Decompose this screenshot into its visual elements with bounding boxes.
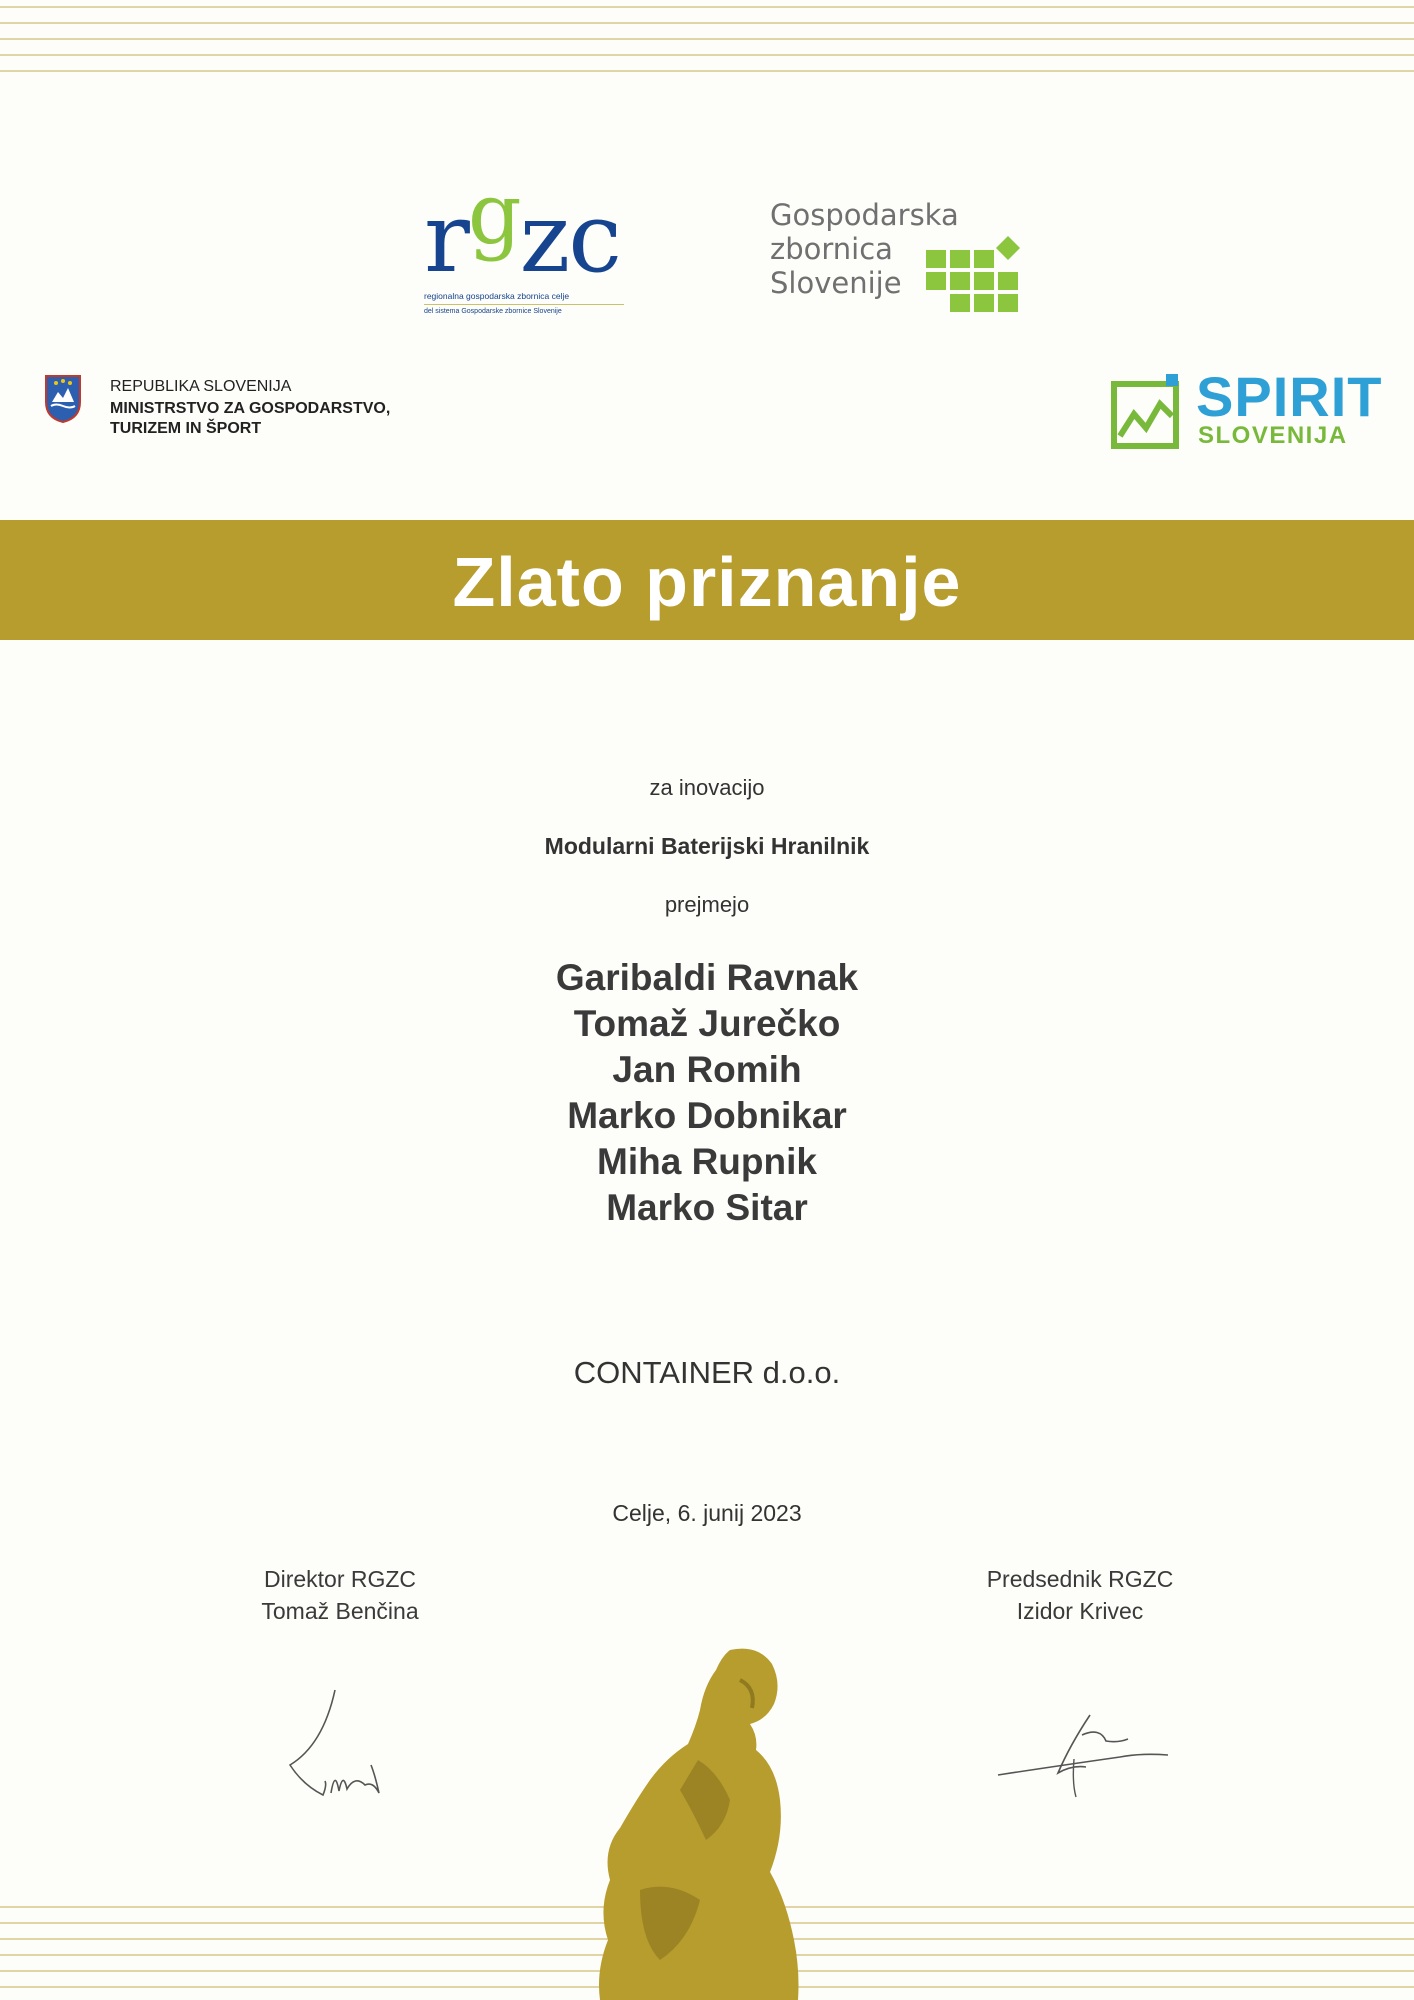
recipients-list (0, 955, 1414, 1231)
recipient-name: Miha Rupnik (597, 1141, 817, 1182)
slovenia-coat-of-arms-icon (44, 374, 82, 424)
signature-left (275, 1685, 415, 1815)
signatory-left (190, 1563, 490, 1627)
signatory-role: Direktor RGZC (263, 1566, 417, 1592)
for-innovation-label: za inovacijo (649, 775, 765, 800)
recipient-name: Tomaž Jurečko (573, 1003, 841, 1044)
company-name: CONTAINER d.o.o. (573, 1355, 841, 1390)
gzs-logo: Gospodarska zbornica Slovenije (770, 198, 1030, 328)
government-logo: REPUBLIKA SLOVENIJA MINISTRSTVO ZA GOSPODARSTVO, TURIZEM IN ŠPORT (42, 372, 402, 442)
invention-name: Modularni Baterijski Hranilnik (544, 833, 870, 859)
title-band (0, 520, 1414, 640)
recipient-name: Marko Dobnikar (567, 1095, 847, 1136)
thinker-statue-image (580, 1640, 840, 2000)
recipient-name: Marko Sitar (606, 1187, 808, 1228)
certificate-title: Zlato priznanje (452, 543, 962, 621)
spirit-chart-icon (1110, 374, 1188, 450)
receive-label: prejmejo (664, 892, 750, 917)
signature-right (990, 1705, 1190, 1805)
signatory-role: Predsednik RGZC (986, 1566, 1174, 1592)
rgzc-logo: rgzc regionalna gospodarska zbornica celje del sistema Gospodarske zbornice Slovenije (420, 190, 630, 330)
signatory-name: Izidor Krivec (1016, 1598, 1144, 1624)
signatory-right (930, 1563, 1230, 1627)
gzs-grid-icon (922, 236, 1022, 328)
place-date: Celje, 6. junij 2023 (612, 1500, 802, 1526)
rgzc-subtitle-2: del sistema Gospodarske zbornice Slovenije (424, 308, 562, 315)
signatory-name: Tomaž Benčina (261, 1598, 419, 1624)
spirit-slovenija-logo: SPIRIT SLOVENIJA (1110, 370, 1380, 460)
recipient-name: Jan Romih (612, 1049, 802, 1090)
recipient-name: Garibaldi Ravnak (555, 957, 859, 998)
rgzc-subtitle: regionalna gospodarska zbornica celje (424, 291, 570, 301)
